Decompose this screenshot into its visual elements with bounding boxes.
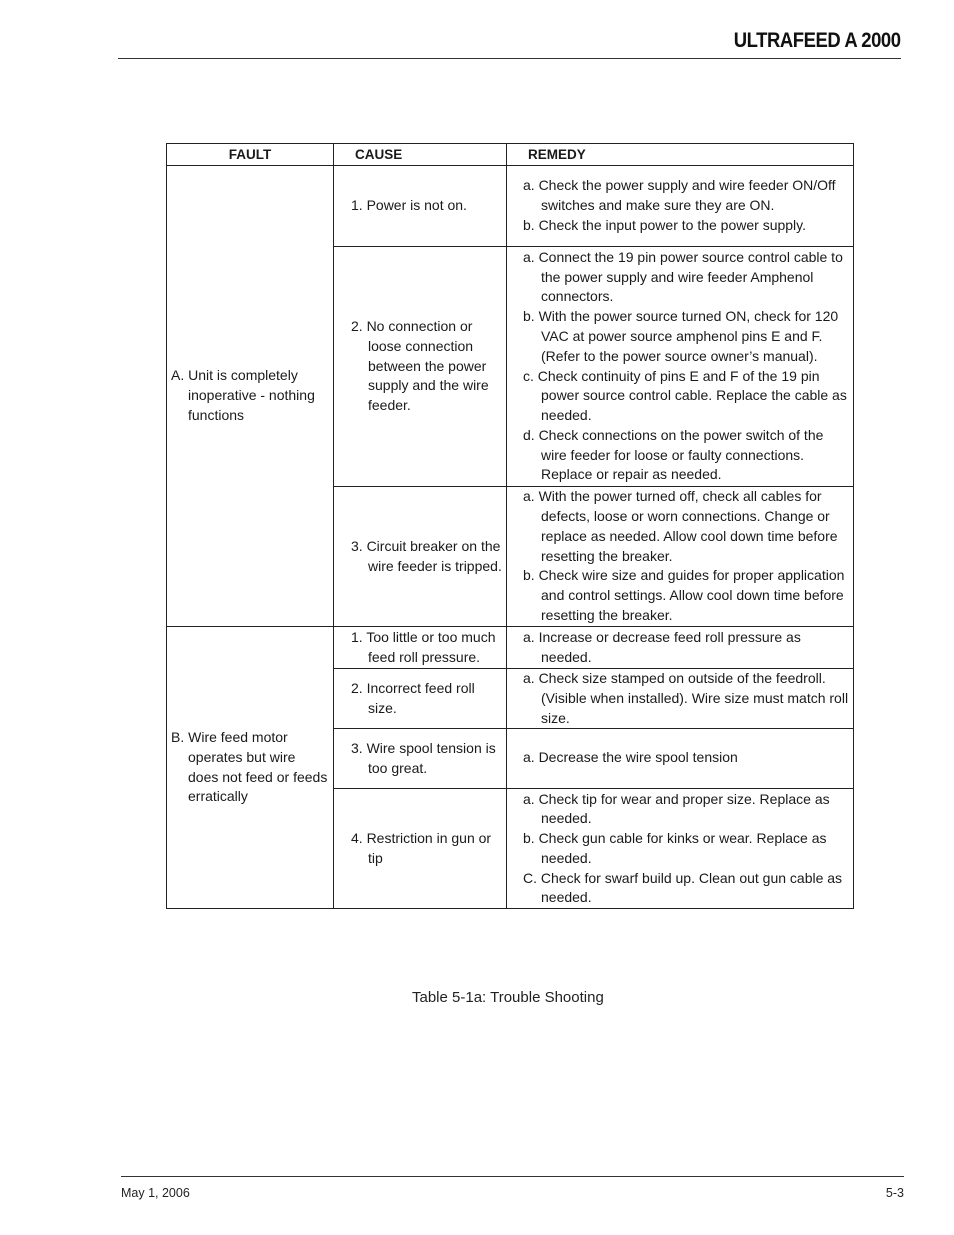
remedy-item: b. Check the input power to the power supply. — [523, 216, 807, 233]
remedy-cell — [507, 627, 854, 669]
cause-text: 3. Wire spool tension is too great. — [351, 740, 496, 776]
remedy-item: a. Decrease the wire spool tension — [523, 749, 738, 766]
cause-text: 3. Circuit breaker on the wire feeder is tripped. — [351, 537, 502, 574]
remedy-cell — [507, 247, 854, 487]
remedy-cell — [507, 789, 854, 909]
footer-date: May 1, 2006 — [121, 1186, 190, 1200]
table-row — [167, 166, 854, 247]
remedy-item: d. Check connections on the power switch of the wire feeder for loose or faulty connections. Replace or repair as needed. — [523, 426, 824, 483]
remedy-item: a. With the power turned off, check all cables for defects, loose or worn connections. Change or replace as needed. Allow cool down time before resetting the breaker. — [523, 488, 838, 564]
cause-cell — [334, 247, 507, 487]
cause-text: 2. No connection or loose connection between the power supply and the wire feeder. — [351, 318, 489, 414]
column-header-cause: CAUSE — [334, 144, 507, 166]
table-header-row — [167, 144, 854, 166]
cause-cell — [334, 487, 507, 627]
table-caption: Table 5-1a: Trouble Shooting — [412, 989, 604, 1006]
remedy-item: C. Check for swarf build up. Clean out gun cable as needed. — [523, 869, 843, 906]
cause-cell — [334, 166, 507, 247]
cause-cell — [334, 627, 507, 669]
fault-label: B. Wire feed motor operates but wire does not feed or feeds erratically — [171, 729, 328, 805]
page-header-title: ULTRAFEED A 2000 — [734, 29, 901, 52]
fault-cell-b — [167, 627, 334, 909]
cause-text: 4. Restriction in gun or tip — [351, 830, 492, 866]
cause-text: 2. Incorrect feed roll size. — [351, 679, 475, 716]
remedy-item: a. Connect the 19 pin power source control cable to the power supply and wire feeder Amphenol connectors. — [523, 248, 843, 305]
fault-label: A. Unit is completely inoperative - nothing functions — [171, 367, 315, 423]
remedy-cell — [507, 487, 854, 627]
remedy-item: b. Check wire size and guides for proper application and control settings. Allow cool down time before resetting the breaker. — [523, 567, 845, 623]
footer-page-number: 5-3 — [885, 1186, 904, 1200]
remedy-item: a. Check tip for wear and proper size. Replace as needed. — [523, 790, 830, 827]
remedy-item: a. Check the power supply and wire feeder ON/Off switches and make sure they are ON. — [523, 177, 836, 214]
remedy-cell — [507, 166, 854, 247]
cause-cell — [334, 729, 507, 789]
cause-text: 1. Power is not on. — [351, 197, 467, 214]
cause-cell — [334, 669, 507, 729]
table-row — [167, 627, 854, 669]
remedy-item: b. Check gun cable for kinks or wear. Replace as needed. — [523, 830, 827, 866]
remedy-cell — [507, 729, 854, 789]
troubleshooting-table — [166, 143, 854, 909]
cause-cell — [334, 789, 507, 909]
fault-cell-a — [167, 166, 334, 627]
remedy-cell — [507, 669, 854, 729]
cause-text: 1. Too little or too much feed roll pressure. — [351, 628, 496, 665]
footer-divider — [121, 1176, 904, 1177]
remedy-item: a. Increase or decrease feed roll pressure as needed. — [523, 628, 801, 665]
column-header-remedy: REMEDY — [507, 144, 854, 166]
header-divider — [118, 58, 901, 59]
column-header-fault: FAULT — [167, 144, 334, 166]
remedy-item: a. Check size stamped on outside of the feedroll. (Visible when installed). Wire size must match roll size. — [523, 670, 849, 726]
remedy-item: b. With the power source turned ON, check for 120 VAC at power source amphenol pins E and F. (Refer to the power source owner’s manual). — [523, 308, 839, 364]
remedy-item: c. Check continuity of pins E and F of the 19 pin power source control cable. Replace the cable as needed. — [523, 367, 847, 424]
